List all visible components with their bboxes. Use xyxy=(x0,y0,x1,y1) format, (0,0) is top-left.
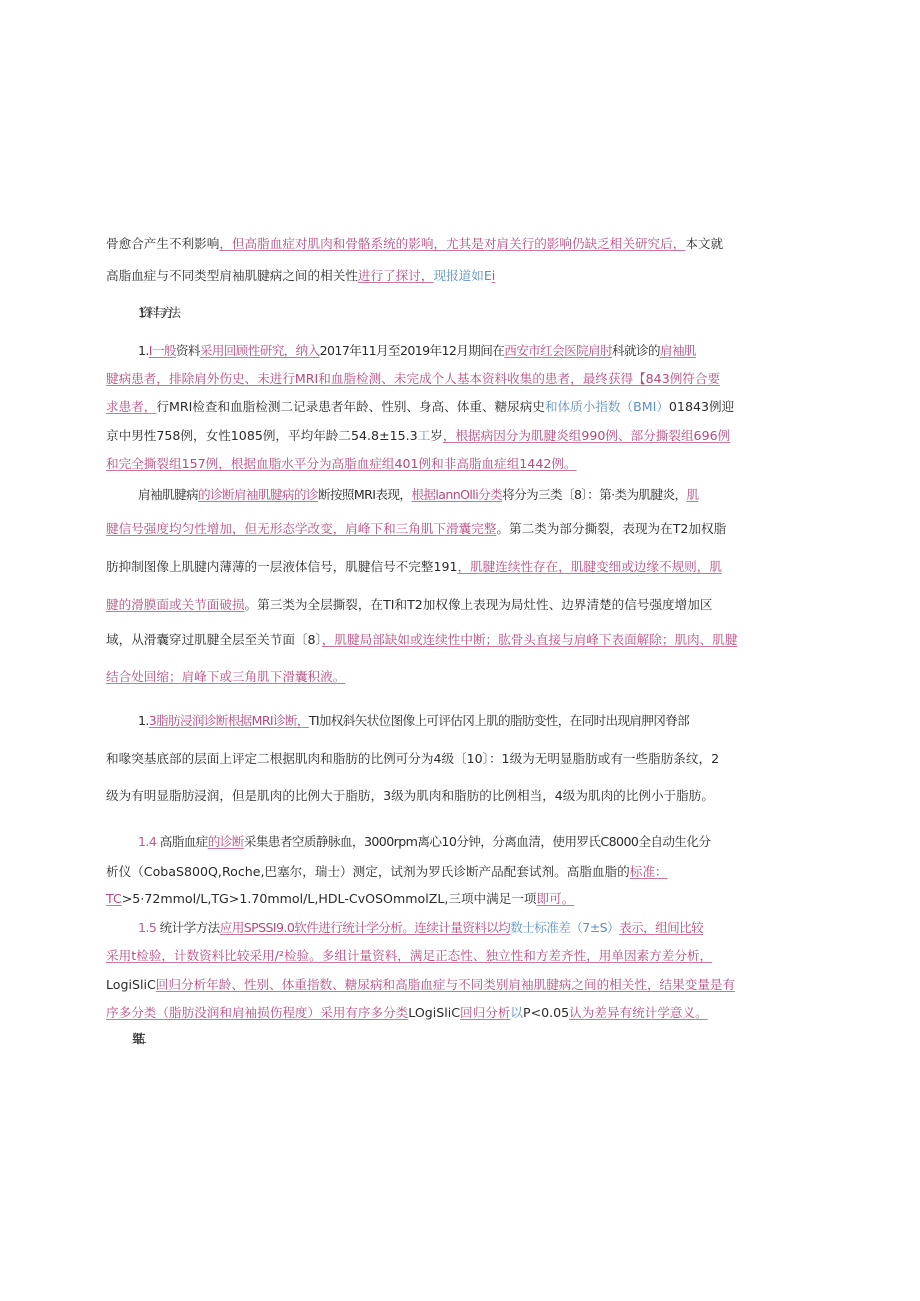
text-run: 域，从滑囊穿过肌腱全层至关节面〔8〕 xyxy=(106,632,322,647)
text-run: 求患者， xyxy=(106,399,157,414)
text-run: 1. xyxy=(138,713,149,728)
text-line xyxy=(106,428,796,444)
text-run: 以 xyxy=(510,1005,523,1020)
text-run: 采用回顾性研究，纳入 xyxy=(199,343,320,358)
text-run: TI xyxy=(308,713,319,728)
text-run: 。第三类为全层撕裂，在TI和T2加权像上表现为局灶性、边界清楚的信号强度增加区 xyxy=(244,597,713,612)
text-line xyxy=(106,891,796,907)
text-run: 01843 xyxy=(668,399,709,414)
text-line xyxy=(106,456,796,472)
text-run: 结合处回缩；肩峰下或三角肌下滑囊积液。 xyxy=(106,669,346,684)
text-run: 数士标准差（7±S） xyxy=(510,920,620,935)
text-run: 肩袖肌 xyxy=(659,343,696,358)
text-run: 腱信号强度均匀性增加，但无形态学改变，肩峰下和三角肌下滑囊完整 xyxy=(106,521,497,536)
text-run: 现报道如E xyxy=(433,268,492,283)
text-run: 应用SPSSI9.0软件进行统计学分析。连续计量资料以均 xyxy=(219,920,511,935)
text-run: 肪抑制图像上肌腱内薄薄的一层液体信号，肌腱信号不完整191 xyxy=(106,559,458,574)
text-run: TC xyxy=(106,891,122,906)
text-run: 行MRI检查和血脂检 xyxy=(156,399,268,414)
text-run: 3脂肪浸润诊断根据MRI诊断， xyxy=(148,713,309,728)
text-line xyxy=(138,343,828,359)
text-run: 1.5 xyxy=(138,920,157,935)
text-run: 工 xyxy=(417,428,431,443)
text-run: 测二记 xyxy=(267,399,306,414)
text-line xyxy=(138,834,828,850)
text-line xyxy=(106,864,796,880)
text-run: 统计学方法 xyxy=(156,920,220,935)
text-run: 肌 xyxy=(686,487,699,502)
text-line xyxy=(106,669,796,685)
text-line xyxy=(138,920,828,936)
text-line xyxy=(106,236,796,252)
text-line xyxy=(106,751,796,767)
section-heading xyxy=(134,1031,824,1047)
text-run: 1. xyxy=(138,343,149,358)
text-run: 和体质小指数（BMI） xyxy=(544,399,669,414)
text-run: 级为有明显脂肪浸润，但是肌肉的比例大于脂肪，3级为肌肉和脂肪的比例相当，4级为肌肉的比例小于脂肪。 xyxy=(106,788,714,803)
text-line xyxy=(106,521,796,537)
text-run: 认为差异有统计学意义。 xyxy=(569,1005,708,1020)
text-run: 高脂血症 xyxy=(156,834,208,849)
text-run: 就诊的 xyxy=(624,343,660,358)
text-run: 的诊断 xyxy=(207,834,244,849)
text-line xyxy=(106,371,796,387)
text-run: 序多分类（脂肪没润和肩袖损伤程度）采用有序多分类 xyxy=(106,1005,409,1020)
text-run: 标准： xyxy=(629,864,668,879)
text-line xyxy=(106,597,796,613)
text-run: 和完全撕裂组157例，根据血脂水平分为高脂血症组401例和非高脂血症组1442例。 xyxy=(106,456,577,471)
text-run: 1.4 xyxy=(138,834,157,849)
text-run: 。第二类为部分撕裂，表现为在T2加权脂 xyxy=(496,521,727,536)
text-run: 肩袖肌腱病 xyxy=(138,487,198,502)
text-line xyxy=(106,559,796,575)
text-run: 采集患者空质静脉血，3000rpm离心10分钟，分离血清，使用罗氏C8000全自动生化分 xyxy=(243,834,711,849)
text-run: 京 xyxy=(106,428,119,443)
text-run: ，肌腱局部缺如或连续性中断；肱骨头直接与肩峰下表面解除；肌肉、肌腱 xyxy=(321,632,738,647)
text-run: P<0.05 xyxy=(522,1005,570,1020)
text-run: 骨愈合产生不利影响 xyxy=(106,236,220,251)
text-line xyxy=(138,713,828,729)
text-run: 回归分析年龄、性别、体重指数、糖尿病和高脂血症与不同类别肩袖肌腱病之间的相关性，结果变量是有 xyxy=(155,977,736,992)
text-run: ，根据病因分为肌腱炎组990例、部分撕裂组696例 xyxy=(442,428,731,443)
text-run: 1.资料与方法 xyxy=(138,305,176,320)
text-run: ，但高脂血症对肌肉和骨骼系统的影响，尤其是对肩关行的影响仍缺乏相关研究后， xyxy=(219,236,686,251)
text-run: LogiSliC xyxy=(106,977,156,992)
text-run: 即可。 xyxy=(536,891,575,906)
text-run: 肩肘 xyxy=(588,343,613,358)
text-run: 三项中满足一项 xyxy=(448,891,537,906)
text-line xyxy=(106,268,796,284)
text-run: >5·72mmol∕L,TG>1.70mmol∕L,HDL-CvOSOmmolZL, xyxy=(121,891,449,906)
text-run: 例迎 xyxy=(709,399,735,414)
text-run: 本文就 xyxy=(685,236,724,251)
text-run: 采用t检验，计数资料比较采用/²检验。多组计量资料，满足正态性、独立性和方差齐性，用单因素方差分析， xyxy=(106,948,713,963)
text-run: 岁 xyxy=(430,428,443,443)
text-run: I一般 xyxy=(148,343,176,358)
text-run: 析仪（CobaS800Q,Roche,巴塞尔，瑞士）测定，试剂为罗氏诊断产品配套试剂。高脂血脂的 xyxy=(106,864,630,879)
text-run: i xyxy=(491,268,496,283)
text-run: LOgiSliC xyxy=(408,1005,461,1020)
text-run: 2017年11月至2019年12月期间在 xyxy=(319,343,505,358)
text-run: 高脂血症与不同类型肩袖肌腱病之间的相关性 xyxy=(106,268,358,283)
text-run: 西安市红会医院 xyxy=(504,343,589,358)
text-run: 和喙突基底部的层面上评定二根据肌肉和脂肪的比例可分为4级〔10〕：1级为无明显脂肪或有一些脂肪条纹，2 xyxy=(106,751,720,766)
text-run: 录患者年龄、性别、身高、体重、糖尿病史 xyxy=(305,399,545,414)
text-run: 中男性758例，女性1085例，平均年龄二54.8±15.3 xyxy=(118,428,418,443)
text-run: 回归分析 xyxy=(460,1005,511,1020)
text-line xyxy=(106,977,796,993)
text-run: 资料 xyxy=(175,343,200,358)
text-line xyxy=(106,399,796,415)
text-run: 表示，组间比较 xyxy=(619,920,704,935)
text-line xyxy=(106,632,796,648)
section-heading xyxy=(138,305,828,321)
text-line xyxy=(106,1005,796,1021)
text-run: 加权斜矢状位图像上可评估冈上肌的脂肪变性，在同时出现肩胛冈脊部 xyxy=(318,713,690,728)
text-run: 进行了探讨， xyxy=(357,268,434,283)
text-line xyxy=(106,788,796,804)
text-run: 断 xyxy=(317,487,330,502)
text-run: 的诊断肩袖肌腱病的诊 xyxy=(197,487,318,502)
text-run: 科 xyxy=(612,343,625,358)
text-run: 腱病患者，排除肩外伤史、未进行MRI和血脂检测、未完成个人基本资料收集的患者，最终获得【843例符合要 xyxy=(106,371,721,386)
text-run: 将分为三类〔8〕：第·类为肌腱炎， xyxy=(502,487,687,502)
text-run: 腱的滑膜面或关节面破损 xyxy=(106,597,245,612)
text-run: 按照MRI表现， xyxy=(329,487,412,502)
text-run: 根据lannOlli分类 xyxy=(411,487,503,502)
text-line xyxy=(106,948,796,964)
text-line xyxy=(138,487,828,503)
text-run: ，肌腱连续性存在，肌腱变细或边缘不规则，肌 xyxy=(457,559,722,574)
